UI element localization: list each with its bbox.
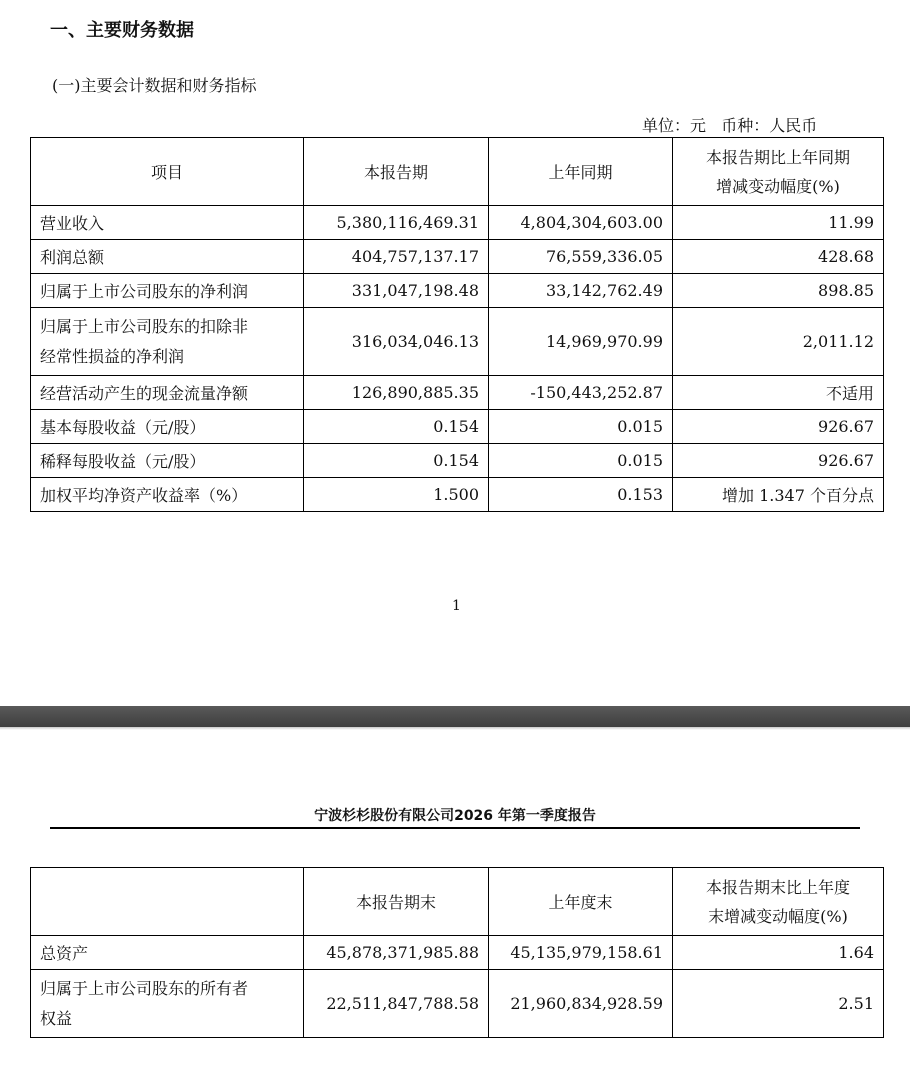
section-title: 一、主要财务数据 (50, 20, 194, 41)
row-current: 0.154 (304, 410, 489, 444)
row-current: 1.500 (304, 478, 489, 512)
table-row (31, 274, 884, 308)
row-change: 2,011.12 (673, 308, 884, 376)
row-prior: 76,559,336.05 (489, 240, 673, 274)
row-item-line2: 权益 (40, 1008, 73, 1028)
header-change-line1: 本报告期比上年同期 (705, 147, 850, 167)
row-current: 45,878,371,985.88 (304, 936, 489, 970)
table-row (31, 444, 884, 478)
row-prior: 45,135,979,158.61 (489, 936, 673, 970)
table-row (31, 206, 884, 240)
row-current: 0.154 (304, 444, 489, 478)
row-prior: -150,443,252.87 (489, 376, 673, 410)
header-change (673, 138, 884, 206)
row-prior: 0.015 (489, 410, 673, 444)
header-item-empty (31, 868, 304, 936)
row-item: 经营活动产生的现金流量净额 (31, 376, 304, 410)
page-separator (0, 706, 910, 727)
row-item: 总资产 (31, 936, 304, 970)
row-item: 稀释每股收益（元/股） (31, 444, 304, 478)
row-change: 不适用 (673, 376, 884, 410)
row-item: 加权平均净资产收益率（%） (31, 478, 304, 512)
row-change: 11.99 (673, 206, 884, 240)
page-header: 宁波杉杉股份有限公司2026 年第一季度报告 (314, 808, 596, 824)
row-current: 404,757,137.17 (304, 240, 489, 274)
row-current: 22,511,847,788.58 (304, 970, 489, 1038)
row-prior: 21,960,834,928.59 (489, 970, 673, 1038)
row-change: 898.85 (673, 274, 884, 308)
row-current: 126,890,885.35 (304, 376, 489, 410)
header-prior-period: 上年同期 (489, 138, 673, 206)
header-prior-year-end: 上年度末 (489, 868, 673, 936)
table-row (31, 478, 884, 512)
table-header-row (31, 138, 884, 206)
row-change: 926.67 (673, 410, 884, 444)
page-number: 1 (452, 598, 461, 614)
row-item: 营业收入 (31, 206, 304, 240)
table-header-row (31, 868, 884, 936)
header-current-period-end: 本报告期末 (304, 868, 489, 936)
row-item-line1: 归属于上市公司股东的所有者 (40, 978, 249, 998)
header-change-line2: 增减变动幅度(%) (716, 176, 840, 196)
row-item: 利润总额 (31, 240, 304, 274)
table-row (31, 308, 884, 376)
table-row (31, 376, 884, 410)
table-row (31, 936, 884, 970)
row-prior: 0.015 (489, 444, 673, 478)
balance-data-table (30, 867, 884, 1038)
row-current: 316,034,046.13 (304, 308, 489, 376)
row-current: 331,047,198.48 (304, 274, 489, 308)
page-header-rule (50, 827, 860, 829)
row-item (31, 308, 304, 376)
row-prior: 33,142,762.49 (489, 274, 673, 308)
header-change-line1: 本报告期末比上年度 (705, 877, 850, 897)
row-item-line2: 经常性损益的净利润 (40, 346, 185, 366)
page-separator-shadow (0, 727, 910, 730)
header-current-period: 本报告期 (304, 138, 489, 206)
header-change-line2: 末增减变动幅度(%) (708, 906, 848, 926)
unit-currency-line: 单位：元 币种：人民币 (642, 116, 818, 135)
row-item (31, 970, 304, 1038)
row-item: 归属于上市公司股东的净利润 (31, 274, 304, 308)
row-change: 2.51 (673, 970, 884, 1038)
row-change: 428.68 (673, 240, 884, 274)
header-change (673, 868, 884, 936)
row-item-line1: 归属于上市公司股东的扣除非 (40, 316, 249, 336)
table-row (31, 970, 884, 1038)
row-item: 基本每股收益（元/股） (31, 410, 304, 444)
row-change: 1.64 (673, 936, 884, 970)
row-prior: 0.153 (489, 478, 673, 512)
key-financial-data-table (30, 137, 884, 512)
subsection-title: (一)主要会计数据和财务指标 (52, 76, 257, 95)
row-change: 增加 1.347 个百分点 (673, 478, 884, 512)
row-change: 926.67 (673, 444, 884, 478)
row-prior: 4,804,304,603.00 (489, 206, 673, 240)
table-row (31, 240, 884, 274)
header-item: 项目 (31, 138, 304, 206)
row-prior: 14,969,970.99 (489, 308, 673, 376)
row-current: 5,380,116,469.31 (304, 206, 489, 240)
table-row (31, 410, 884, 444)
